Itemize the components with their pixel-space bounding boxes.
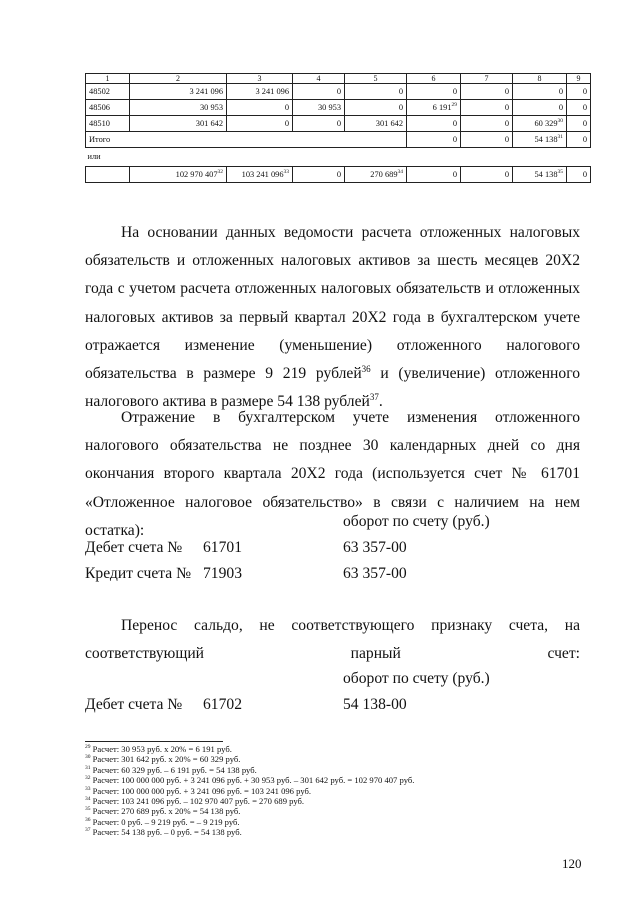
table-cell: 0: [567, 84, 591, 100]
paragraph-balance-transfer: Перенос сальдо, не соответствующего признаку счета, на соответствующий парный счет:: [85, 617, 580, 663]
page-number: 120: [562, 856, 582, 871]
table-cell: 0: [567, 132, 591, 148]
table-cell: 0: [567, 167, 591, 183]
header-cell: 5: [345, 74, 407, 84]
table-cell: 54 $138^{35}$: [513, 167, 567, 183]
turnover-label: оборот по счету (руб.): [343, 513, 490, 530]
table-cell: 0: [407, 84, 461, 100]
table-cell: 0: [407, 167, 461, 183]
table-cell: 30 953: [293, 100, 345, 116]
table-cell: 0: [407, 132, 461, 148]
table-cell: 0: [293, 84, 345, 100]
table-cell: 301 642: [345, 116, 407, 132]
footnote: $^{29}$ Расчет: 30 953 руб. х 20% = 6 191 руб.: [85, 744, 232, 754]
table-row: [86, 84, 591, 100]
table-alt-row: [86, 167, 591, 183]
header-cell: 1: [86, 74, 130, 84]
header-cell: 2: [130, 74, 227, 84]
table-row: [86, 116, 591, 132]
debit-amount: 63 357-00: [343, 539, 407, 556]
footnote: $^{33}$ Расчет: 100 000 000 руб. + 3 241 096 руб. = 103 241 096 руб.: [85, 785, 312, 796]
paragraph-deferred-tax: На основании данных ведомости расчета отложенных налоговых обязательств и отложенных налоговых активов за шесть месяцев 20Х2 года с учетом расчета отложенных налоговых обязательств и отложенных налоговых активов за первый квартал 20Х2 года в бухгалтерском учете отражается изменение (уменьшение) отложенного налогового обязательства в размере 9 219 рублей$^{36}$ и (увеличение) отложенного налогового актива в размере 54 138 рублей$^{37}$.: [85, 224, 581, 411]
debit-account: 61702: [203, 696, 242, 713]
header-cell: 3: [227, 74, 293, 84]
account-cell: 48510: [86, 116, 130, 132]
header-cell: 4: [293, 74, 345, 84]
footnote-separator: [85, 741, 223, 742]
footnote: $^{32}$ Расчет: 100 000 000 руб. + 3 241 096 руб. + 30 953 руб. – 301 642 руб. = 102 970 407 руб.: [85, 775, 415, 786]
table-cell: [86, 167, 130, 183]
header-cell: 8: [513, 74, 567, 84]
table-cell: 0: [293, 116, 345, 132]
or-label: или: [87, 152, 101, 161]
footnote: $^{30}$ Расчет: 301 642 руб. х 20% = 60 329 руб.: [85, 754, 241, 765]
table-cell: 0: [345, 84, 407, 100]
table-cell: 3 241 096: [227, 84, 293, 100]
footnote: $^{35}$ Расчет: 270 689 руб. х 20% = 54 138 руб.: [85, 806, 241, 817]
table-row: [86, 100, 591, 116]
footnote: $^{31}$ Расчет: 60 329 руб. – 6 191 руб. = 54 138 руб.: [85, 764, 257, 775]
header-cell: 9: [567, 74, 591, 84]
table-total-row: [86, 132, 591, 148]
header-cell: 6: [407, 74, 461, 84]
deferred-tax-table: [85, 73, 591, 183]
footnote: $^{36}$ Расчет: 0 руб. – 9 219 руб. = – 9 219 руб.: [85, 816, 240, 827]
table-cell: 0: [461, 132, 513, 148]
debit-label: Дебет счета №: [85, 696, 183, 713]
turnover-label: оборот по счету (руб.): [343, 670, 490, 687]
footnotes: [85, 744, 585, 838]
table-cell: 0: [345, 100, 407, 116]
paragraph-posting-description: Отражение в бухгалтерском учете изменения отложенного налогового обязательства не позднее 30 календарных дней со дня окончания второго квартала 20Х2 года (используется счет № 61701 «Отложенное налоговое обязательство» в связи с наличием на нем остатка):: [85, 409, 580, 539]
table-cell: 0: [407, 116, 461, 132]
debit-label: Дебет счета №: [85, 539, 183, 556]
table-cell: 0: [461, 116, 513, 132]
table-cell: 0: [293, 167, 345, 183]
table-cell: 0: [461, 84, 513, 100]
account-cell: 48506: [86, 100, 130, 116]
table-cell: 0: [513, 84, 567, 100]
table-cell: 103 241 $096^{33}$: [227, 167, 293, 183]
footnote: $^{34}$ Расчет: 103 241 096 руб. – 102 970 407 руб. = 270 689 руб.: [85, 796, 305, 807]
or-row: [86, 148, 591, 167]
credit-account: 71903: [203, 565, 242, 582]
table-cell: 0: [513, 100, 567, 116]
table-cell: 0: [567, 116, 591, 132]
table-cell: 30 953: [130, 100, 227, 116]
table-cell: 301 642: [130, 116, 227, 132]
table-cell: 0: [227, 116, 293, 132]
footnote: $^{37}$ Расчет: 54 138 руб. – 0 руб. = 54 138 руб.: [85, 827, 242, 838]
table-cell: 3 241 096: [130, 84, 227, 100]
account-cell: 48502: [86, 84, 130, 100]
table-cell: 0: [461, 100, 513, 116]
table-cell: 0: [227, 100, 293, 116]
table-cell: 6 $191^{29}$: [407, 100, 461, 116]
total-label: Итого: [86, 132, 407, 148]
table-cell: 102 970 $407^{32}$: [130, 167, 227, 183]
debit-account: 61701: [203, 539, 242, 556]
credit-amount: 63 357-00: [343, 565, 407, 582]
table-header-row: [86, 74, 591, 84]
header-cell: 7: [461, 74, 513, 84]
table-cell: 60 $329^{30}$: [513, 116, 567, 132]
debit-amount: 54 138-00: [343, 696, 407, 713]
credit-label: Кредит счета №: [85, 565, 191, 582]
table-cell: 0: [461, 167, 513, 183]
table-cell: 270 $689^{34}$: [345, 167, 407, 183]
table-cell: 0: [567, 100, 591, 116]
table-cell: 54 $138^{31}$: [513, 132, 567, 148]
